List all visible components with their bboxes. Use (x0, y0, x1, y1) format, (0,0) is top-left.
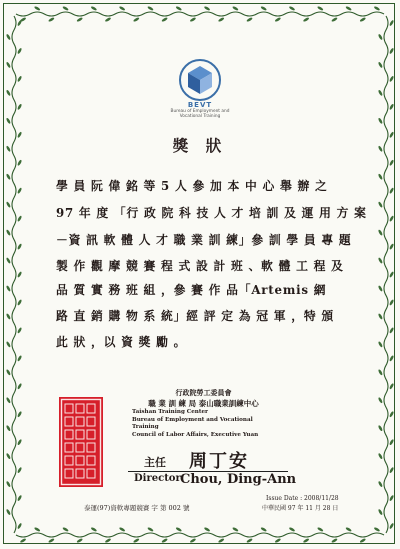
border-leaf (378, 509, 383, 516)
bevt-logo-icon (178, 58, 222, 102)
body-line: 學 員 阮 偉 銘 等 5 人 參 加 本 中 心 舉 辦 之 (56, 179, 328, 193)
border-leaf (331, 538, 338, 543)
border-leaf (204, 527, 211, 532)
border-leaf (331, 17, 338, 22)
border-leaf (105, 538, 112, 543)
border-leaf (274, 17, 281, 22)
border-leaf (17, 159, 22, 166)
border-leaf (204, 6, 211, 11)
border-leaf (378, 201, 383, 208)
border-leaf (246, 17, 253, 22)
border-leaf (218, 17, 225, 22)
border-leaf (389, 215, 394, 222)
border-leaf (260, 6, 267, 11)
border-leaf (378, 257, 383, 264)
border-leaf (6, 173, 11, 180)
border-leaf (289, 527, 296, 532)
border-leaf (105, 17, 112, 22)
border-leaf (218, 538, 225, 543)
border-leaf (48, 17, 55, 22)
border-leaf (6, 425, 11, 432)
border-leaf (378, 173, 383, 180)
border-leaf (289, 6, 296, 11)
certificate-title: 獎 狀 (172, 136, 228, 155)
border-leaf (345, 527, 352, 532)
border-leaf (389, 299, 394, 306)
issuer-zh-line-1: 行政院勞工委員會 (175, 388, 232, 397)
border-leaf (378, 229, 383, 236)
border-leaf (90, 6, 97, 11)
issuer-block (126, 388, 281, 439)
border-leaf (317, 527, 324, 532)
border-leaf (20, 538, 27, 543)
border-leaf (175, 527, 182, 532)
border-leaf (378, 453, 383, 460)
border-leaf (34, 527, 41, 532)
issuer-en-line-2: Bureau of Employment and Vocational Training (132, 416, 253, 431)
border-leaf (90, 527, 97, 532)
border-leaf (6, 397, 11, 404)
signatory-name-en: Chou, Ding-Ann (180, 472, 297, 487)
border-leaf (17, 243, 22, 250)
border-vine (12, 16, 16, 533)
body-line: 97 年 度 「行 政 院 科 技 人 才 培 訓 及 運 用 方 案 (56, 206, 367, 220)
logo-caption (150, 101, 250, 119)
border-leaf (161, 17, 168, 22)
border-leaf (34, 6, 41, 11)
border-leaf (389, 271, 394, 278)
border-vine (384, 16, 388, 533)
border-leaf (246, 538, 253, 543)
border-leaf (378, 117, 383, 124)
border-leaf (274, 538, 281, 543)
border-leaf (389, 467, 394, 474)
body-line: 品 質 實 務 班 組 ，參 賽 作 品「Artemis 網 (56, 283, 327, 297)
official-seal-stamp (59, 397, 103, 487)
border-leaf (62, 6, 69, 11)
issuer-en-line-3: Council of Labor Affairs, Executive Yuan (132, 431, 259, 438)
logo-acronym: BEVT (187, 101, 213, 109)
border-leaf (389, 20, 394, 27)
body-line: 製 作 觀 摩 競 賽 程 式 設 計 班 、軟 體 工 程 及 (56, 259, 344, 273)
border-leaf (6, 369, 11, 376)
body-line: 路 直 銷 購 物 系 統」經 評 定 為 冠 軍 ，特 頒 (56, 309, 334, 323)
border-leaf (6, 89, 11, 96)
border-leaf (6, 61, 11, 68)
border-leaf (359, 17, 366, 22)
border-leaf (389, 131, 394, 138)
serial-number: 泰運(97)資軟專題競賽 字 第 002 號 (84, 504, 190, 512)
border-leaf (76, 538, 83, 543)
border-leaf (378, 61, 383, 68)
border-leaf (147, 527, 154, 532)
border-leaf (6, 509, 11, 516)
border-leaf (232, 527, 239, 532)
border-leaf (378, 341, 383, 348)
border-leaf (17, 299, 22, 306)
body-line: 此 狀 ，以 資 獎 勵 。 (56, 335, 187, 349)
border-leaf (303, 17, 310, 22)
border-leaf (345, 6, 352, 11)
border-leaf (389, 495, 394, 502)
border-leaf (374, 527, 381, 532)
border-leaf (389, 75, 394, 82)
border-leaf (6, 453, 11, 460)
border-leaf (6, 201, 11, 208)
border-leaf (17, 327, 22, 334)
border-leaf (389, 383, 394, 390)
border-leaf (17, 75, 22, 82)
border-leaf (147, 6, 154, 11)
border-leaf (359, 538, 366, 543)
border-leaf (389, 523, 394, 530)
border-leaf (119, 6, 126, 11)
border-vine (16, 12, 384, 16)
border-leaf (378, 481, 383, 488)
border-leaf (389, 439, 394, 446)
border-leaf (6, 481, 11, 488)
border-leaf (17, 215, 22, 222)
signatory-title-zh: 主任 (144, 456, 166, 469)
signatory-name-zh: 周丁安 (189, 451, 249, 472)
border-leaf (389, 48, 394, 55)
border-leaf (378, 397, 383, 404)
border-leaf (17, 48, 22, 55)
border-leaf (389, 355, 394, 362)
body-line: －資 訊 軟 體 人 才 職 業 訓 練」參 訓 學 員 專 題 (56, 233, 352, 247)
border-leaf (17, 467, 22, 474)
border-leaf (6, 257, 11, 264)
border-leaf (190, 17, 197, 22)
border-leaf (6, 117, 11, 124)
border-leaf (378, 145, 383, 152)
border-leaf (389, 327, 394, 334)
border-leaf (303, 538, 310, 543)
border-leaf (378, 34, 383, 41)
border-leaf (6, 313, 11, 320)
border-vine (16, 533, 384, 537)
border-leaf (190, 538, 197, 543)
border-leaf (17, 411, 22, 418)
border-leaf (48, 538, 55, 543)
border-leaf (62, 527, 69, 532)
border-leaf (374, 6, 381, 11)
border-leaf (317, 6, 324, 11)
border-leaf (17, 523, 22, 530)
border-leaf (378, 425, 383, 432)
border-leaf (389, 103, 394, 110)
border-leaf (17, 131, 22, 138)
logo-line-1: Bureau of Employment and (170, 109, 230, 114)
border-leaf (17, 439, 22, 446)
border-leaf (6, 145, 11, 152)
signatory-title-en: Director (134, 473, 181, 484)
border-leaf (378, 285, 383, 292)
border-leaf (6, 341, 11, 348)
issue-date-zh: 中華民國 97 年 11 月 28 日 (262, 505, 339, 512)
border-leaf (232, 6, 239, 11)
border-leaf (389, 411, 394, 418)
border-leaf (378, 369, 383, 376)
border-leaf (119, 527, 126, 532)
border-leaf (133, 538, 140, 543)
logo-line-2: Vocational Training (179, 114, 221, 119)
issuer-zh-line-2: 職 業 訓 練 局 泰山職業訓練中心 (148, 399, 259, 408)
border-leaf (389, 187, 394, 194)
issue-date: Issue Date : 2008/11/28 (266, 495, 339, 502)
border-leaf (175, 6, 182, 11)
border-leaf (76, 17, 83, 22)
border-leaf (6, 34, 11, 41)
border-leaf (6, 285, 11, 292)
border-leaf (17, 271, 22, 278)
border-leaf (6, 229, 11, 236)
border-leaf (17, 187, 22, 194)
issuer-en-line-1: Taishan Training Center (132, 409, 208, 415)
border-leaf (17, 495, 22, 502)
border-leaf (17, 103, 22, 110)
border-leaf (260, 527, 267, 532)
border-leaf (378, 89, 383, 96)
border-leaf (17, 355, 22, 362)
border-leaf (389, 159, 394, 166)
border-leaf (378, 313, 383, 320)
border-leaf (161, 538, 168, 543)
border-leaf (133, 17, 140, 22)
border-leaf (17, 383, 22, 390)
border-leaf (389, 243, 394, 250)
